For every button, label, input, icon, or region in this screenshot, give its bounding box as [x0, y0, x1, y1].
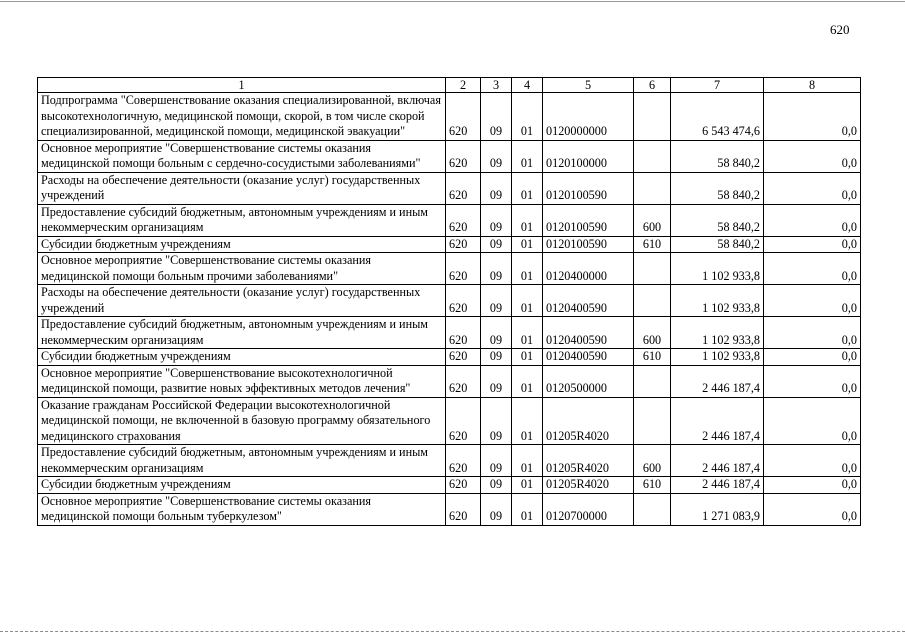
- cell-name: Предоставление субсидий бюджетным, автономным учреждениям и иным некоммерческим организациям: [38, 204, 446, 236]
- table-row: [38, 285, 861, 317]
- cell-target-article: 0120100000: [543, 140, 634, 172]
- cell-name: Основное мероприятие "Совершенствование системы оказания медицинской помощи больным прочими заболеваниями": [38, 253, 446, 285]
- cell-subsection: 01: [512, 397, 543, 445]
- cell-subsection: 01: [512, 140, 543, 172]
- cell-target-article: 0120500000: [543, 365, 634, 397]
- header-col-2: 2: [446, 78, 481, 93]
- cell-section: 09: [481, 93, 512, 141]
- cell-amount-2: 0,0: [764, 204, 861, 236]
- cell-chapter: 620: [446, 349, 481, 366]
- cell-name: Предоставление субсидий бюджетным, автономным учреждениям и иным некоммерческим организациям: [38, 317, 446, 349]
- cell-chapter: 620: [446, 236, 481, 253]
- table-row: [38, 365, 861, 397]
- cell-chapter: 620: [446, 172, 481, 204]
- cell-section: 09: [481, 477, 512, 494]
- cell-section: 09: [481, 493, 512, 525]
- cell-section: 09: [481, 172, 512, 204]
- cell-amount-2: 0,0: [764, 172, 861, 204]
- cell-expense-type: [634, 493, 671, 525]
- cell-target-article: 01205R4020: [543, 477, 634, 494]
- cell-expense-type: 600: [634, 317, 671, 349]
- cell-chapter: 620: [446, 253, 481, 285]
- header-row: [38, 78, 861, 93]
- cell-amount-1: 58 840,2: [671, 236, 764, 253]
- cell-section: 09: [481, 236, 512, 253]
- cell-target-article: 01205R4020: [543, 445, 634, 477]
- cell-name: Субсидии бюджетным учреждениям: [38, 477, 446, 494]
- cell-target-article: 0120100590: [543, 236, 634, 253]
- cell-target-article: 0120000000: [543, 93, 634, 141]
- header-col-3: 3: [481, 78, 512, 93]
- cell-subsection: 01: [512, 236, 543, 253]
- table-row: [38, 204, 861, 236]
- table-row: [38, 445, 861, 477]
- cell-amount-2: 0,0: [764, 493, 861, 525]
- cell-name: Субсидии бюджетным учреждениям: [38, 236, 446, 253]
- cell-chapter: 620: [446, 317, 481, 349]
- table-row: [38, 236, 861, 253]
- bottom-scan-rule: [0, 631, 905, 632]
- cell-chapter: 620: [446, 140, 481, 172]
- cell-subsection: 01: [512, 365, 543, 397]
- cell-subsection: 01: [512, 204, 543, 236]
- cell-subsection: 01: [512, 93, 543, 141]
- cell-expense-type: [634, 172, 671, 204]
- cell-target-article: 01205R4020: [543, 397, 634, 445]
- cell-amount-1: 1 271 083,9: [671, 493, 764, 525]
- table-row: [38, 477, 861, 494]
- cell-amount-1: 2 446 187,4: [671, 397, 764, 445]
- cell-name: Основное мероприятие "Совершенствование системы оказания медицинской помощи больным туберкулезом": [38, 493, 446, 525]
- cell-target-article: 0120400590: [543, 349, 634, 366]
- cell-amount-1: 6 543 474,6: [671, 93, 764, 141]
- cell-section: 09: [481, 397, 512, 445]
- header-col-5: 5: [543, 78, 634, 93]
- cell-name: Подпрограмма "Совершенствование оказания специализированной, включая высокотехнологичную, медицинской помощи, скорой, в том числе скорой специализированной, медицинской помощи, медицинской эвакуации": [38, 93, 446, 141]
- cell-target-article: 0120100590: [543, 204, 634, 236]
- cell-expense-type: [634, 285, 671, 317]
- cell-name: Расходы на обеспечение деятельности (оказание услуг) государственных учреждений: [38, 285, 446, 317]
- cell-target-article: 0120400000: [543, 253, 634, 285]
- cell-chapter: 620: [446, 477, 481, 494]
- cell-expense-type: [634, 397, 671, 445]
- cell-amount-2: 0,0: [764, 140, 861, 172]
- header-col-4: 4: [512, 78, 543, 93]
- table-row: [38, 93, 861, 141]
- top-scan-rule: [0, 1, 905, 2]
- cell-amount-2: 0,0: [764, 93, 861, 141]
- table-row: [38, 172, 861, 204]
- cell-section: 09: [481, 204, 512, 236]
- cell-amount-2: 0,0: [764, 236, 861, 253]
- cell-name: Предоставление субсидий бюджетным, автономным учреждениям и иным некоммерческим организациям: [38, 445, 446, 477]
- cell-expense-type: 600: [634, 204, 671, 236]
- table-row: [38, 317, 861, 349]
- cell-target-article: 0120700000: [543, 493, 634, 525]
- cell-section: 09: [481, 285, 512, 317]
- cell-amount-2: 0,0: [764, 365, 861, 397]
- cell-section: 09: [481, 140, 512, 172]
- cell-chapter: 620: [446, 204, 481, 236]
- cell-name: Основное мероприятие "Совершенствование высокотехнологичной медицинской помощи, развитие новых эффективных методов лечения": [38, 365, 446, 397]
- cell-amount-2: 0,0: [764, 317, 861, 349]
- cell-subsection: 01: [512, 317, 543, 349]
- cell-expense-type: 610: [634, 236, 671, 253]
- cell-amount-2: 0,0: [764, 397, 861, 445]
- cell-amount-2: 0,0: [764, 445, 861, 477]
- cell-amount-1: 1 102 933,8: [671, 349, 764, 366]
- cell-subsection: 01: [512, 493, 543, 525]
- cell-amount-2: 0,0: [764, 477, 861, 494]
- cell-amount-1: 58 840,2: [671, 204, 764, 236]
- cell-amount-1: 58 840,2: [671, 140, 764, 172]
- header-col-1: 1: [38, 78, 446, 93]
- header-col-8: 8: [764, 78, 861, 93]
- table-row: [38, 397, 861, 445]
- table-row: [38, 349, 861, 366]
- header-col-7: 7: [671, 78, 764, 93]
- table-row: [38, 253, 861, 285]
- cell-chapter: 620: [446, 397, 481, 445]
- cell-name: Субсидии бюджетным учреждениям: [38, 349, 446, 366]
- cell-subsection: 01: [512, 253, 543, 285]
- cell-subsection: 01: [512, 172, 543, 204]
- cell-amount-1: 1 102 933,8: [671, 253, 764, 285]
- cell-target-article: 0120400590: [543, 317, 634, 349]
- cell-subsection: 01: [512, 477, 543, 494]
- cell-amount-1: 1 102 933,8: [671, 285, 764, 317]
- cell-section: 09: [481, 349, 512, 366]
- cell-subsection: 01: [512, 285, 543, 317]
- cell-amount-2: 0,0: [764, 253, 861, 285]
- cell-amount-1: 2 446 187,4: [671, 445, 764, 477]
- table-row: [38, 140, 861, 172]
- page-number: 620: [830, 22, 850, 37]
- cell-expense-type: 610: [634, 349, 671, 366]
- cell-section: 09: [481, 317, 512, 349]
- cell-amount-2: 0,0: [764, 285, 861, 317]
- cell-chapter: 620: [446, 365, 481, 397]
- cell-amount-1: 1 102 933,8: [671, 317, 764, 349]
- header-col-6: 6: [634, 78, 671, 93]
- cell-chapter: 620: [446, 445, 481, 477]
- cell-target-article: 0120100590: [543, 172, 634, 204]
- cell-chapter: 620: [446, 285, 481, 317]
- cell-target-article: 0120400590: [543, 285, 634, 317]
- cell-name: Основное мероприятие "Совершенствование системы оказания медицинской помощи больным с сердечно-сосудистыми заболеваниями": [38, 140, 446, 172]
- cell-section: 09: [481, 445, 512, 477]
- cell-chapter: 620: [446, 493, 481, 525]
- cell-expense-type: 600: [634, 445, 671, 477]
- cell-amount-1: 58 840,2: [671, 172, 764, 204]
- budget-table: [37, 77, 861, 526]
- cell-amount-2: 0,0: [764, 349, 861, 366]
- cell-subsection: 01: [512, 349, 543, 366]
- cell-name: Оказание гражданам Российской Федерации высокотехнологичной медицинской помощи, не включенной в базовую программу обязательного медицинского страхования: [38, 397, 446, 445]
- cell-name: Расходы на обеспечение деятельности (оказание услуг) государственных учреждений: [38, 172, 446, 204]
- cell-expense-type: [634, 365, 671, 397]
- cell-expense-type: 610: [634, 477, 671, 494]
- cell-expense-type: [634, 93, 671, 141]
- cell-amount-1: 2 446 187,4: [671, 365, 764, 397]
- table-row: [38, 493, 861, 525]
- cell-section: 09: [481, 365, 512, 397]
- cell-subsection: 01: [512, 445, 543, 477]
- cell-amount-1: 2 446 187,4: [671, 477, 764, 494]
- cell-expense-type: [634, 253, 671, 285]
- cell-section: 09: [481, 253, 512, 285]
- cell-chapter: 620: [446, 93, 481, 141]
- cell-expense-type: [634, 140, 671, 172]
